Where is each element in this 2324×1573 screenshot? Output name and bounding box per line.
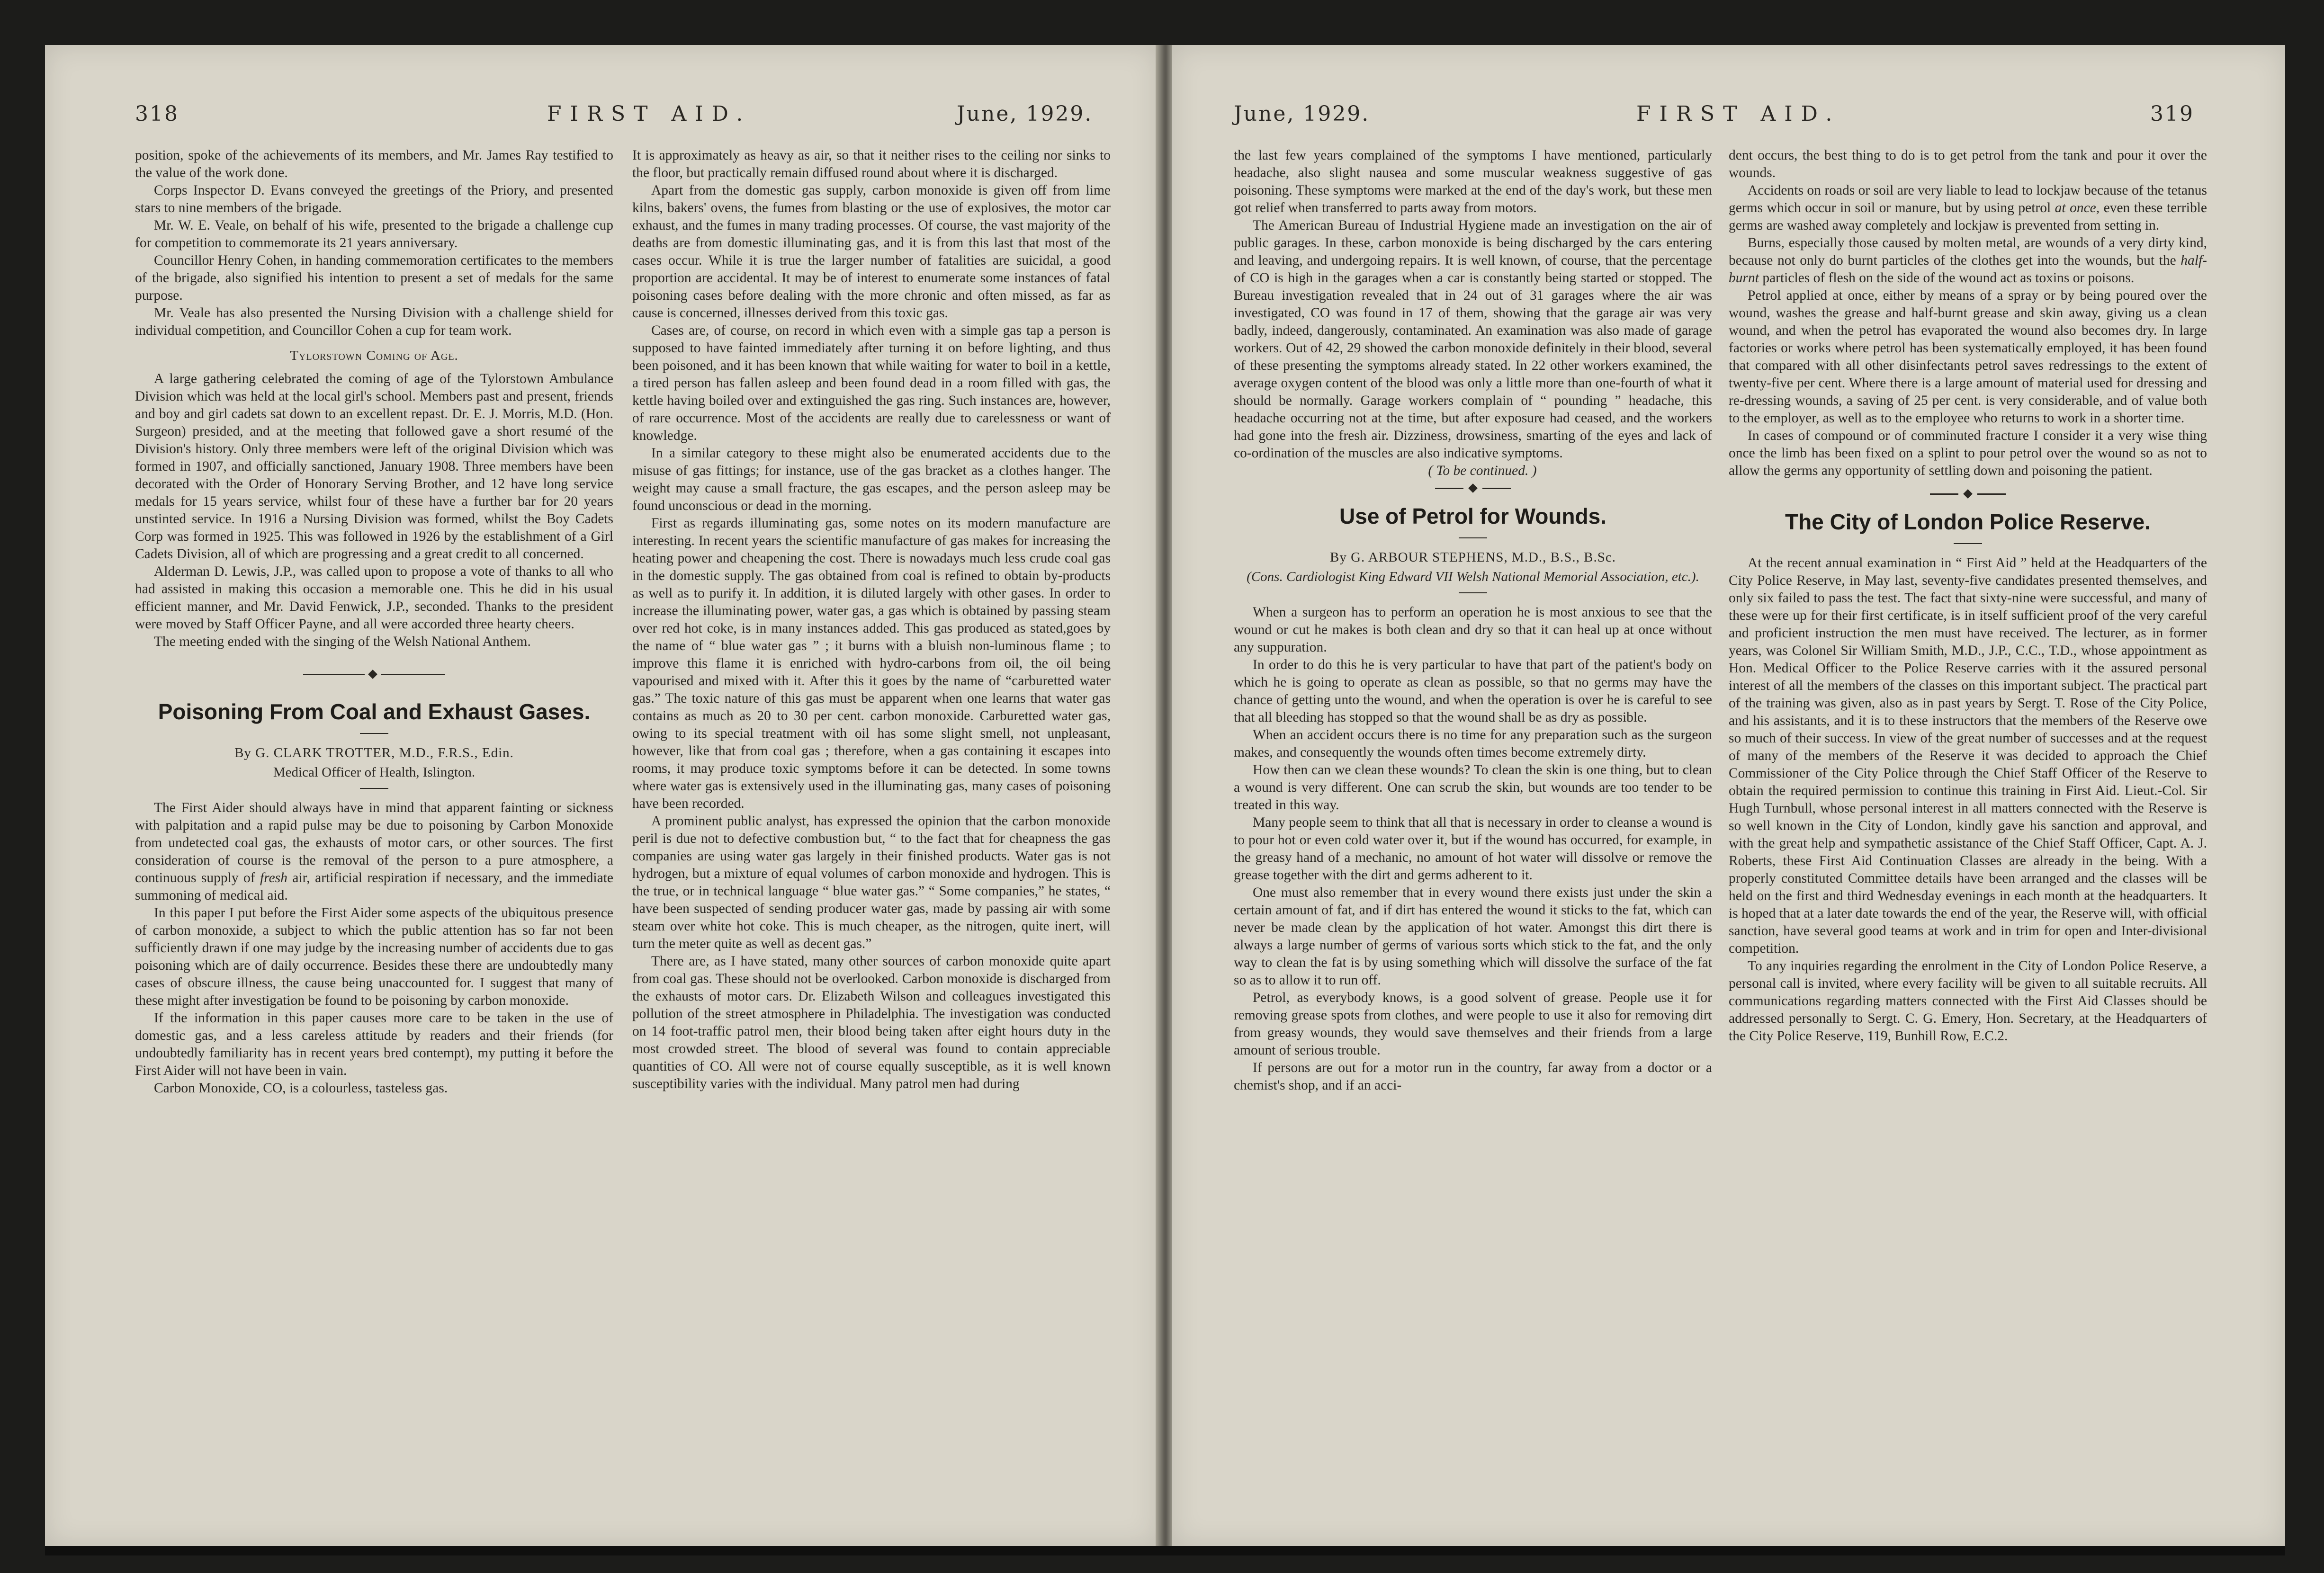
paragraph: position, spoke of the achievements of its members, and Mr. James Ray testified to the value of the work done. xyxy=(135,148,613,180)
article-byline: By G. ARBOUR STEPHENS, M.D., B.S., B.Sc. xyxy=(1330,550,1616,565)
paragraph: Corps Inspector D. Evans conveyed the greetings of the Priory, and presented stars to nine members of the brigade. xyxy=(135,183,613,215)
paragraph: Mr. Veale has also presented the Nursing Division with a challenge shield for individual competition, and Councillor Cohen a cup for team work. xyxy=(135,305,613,338)
paragraph: Many people seem to think that all that is necessary in order to cleanse a wound is to pour hot or even cold water over it, but if the wound has occurred, for example, in the greasy hand of a mechanic, no amount of hot water will dissolve or remove the grease together with the dirt and germs adherent to it. xyxy=(1234,815,1712,883)
text-run: air, artificial respiration if necessary, and the immediate summoning of medical aid. xyxy=(135,870,613,903)
paragraph: A prominent public analyst, has expressed the opinion that the carbon monoxide peril is due not to defective combustion but, “ to the fact that for cheapness the gas companies are using water gas largely in their finished products. Water gas is not hydrogen, but a mixture of equal volumes of carbon monoxide and hydrogen. This is the true, or in technical language “ blue water gas.” “ Some companies,” he states, “ have been suspected of sending producer water gas, made by passing air with some steam over white hot coke. This is much cheaper, as the nitrogen, quite inert, will turn the meter quite as well as decent gas.” xyxy=(632,813,1111,951)
paragraph: When a surgeon has to perform an operation he is most anxious to see that the wound or cut he makes is both clean and dry so that it can heal up at once without any suppuration. xyxy=(1234,605,1712,655)
left-page-column-1 xyxy=(135,147,613,1097)
section-subheading: Tylorstown Coming of Age. xyxy=(290,348,458,363)
issue-date: June, 1929. xyxy=(957,102,1093,126)
paragraph: Petrol applied at once, either by means of a spray or by being poured over the wound, washes the grease and half-burnt grease and skin away, giving us a clean wound, and when the petrol has evaporated the wound also becomes dry. In large factories or works where petrol has been systematically employed, it has been found that compared with all other disinfectants petrol saves redressings to the extent of twenty-five per cent. Where there is a large amount of material used for dressing and re-dressing wounds, a saving of 25 per cent. is very considerable, and of value both to the employer, as well as to the employee who returns to work in a shorter time. xyxy=(1729,288,2207,426)
left-page xyxy=(45,45,1158,1546)
article-byline: By G. CLARK TROTTER, M.D., F.R.S., Edin. xyxy=(234,745,514,760)
paragraph: Cases are, of course, on record in which even with a simple gas tap a person is supposed to have fainted immediately after turning it on before lighting, and thus been poisoned, and it has been known that while waiting for water to boil in a kettle, a tired person has fallen asleep and been found dead in a room filled with gas, the kettle having boiled over and extinguished the gas ring. Such instances are, however, of rare occurrence. Most of the accidents are really due to carelessness or want of knowledge. xyxy=(632,323,1111,443)
article-title: Poisoning From Coal and Exhaust Gases. xyxy=(158,699,591,724)
paragraph: In cases of compound or of comminuted fracture I consider it a very wise thing once the limb has been fixed on a splint to pour petrol over the wound so as not to allow the germs any opportunity of settling down and poisoning the patient. xyxy=(1729,428,2207,478)
continued-note: ( To be continued. ) xyxy=(1428,463,1537,478)
title-rule xyxy=(360,733,388,734)
left-page-column-2 xyxy=(632,147,1111,1093)
emphasis: half-burnt xyxy=(1729,253,2207,286)
book-gutter xyxy=(1156,45,1175,1546)
emphasis: at once xyxy=(2055,200,2096,215)
paragraph: In order to do this he is very particular to have that part of the patient's body on which he is going to operate as clean as possible, so that no germs may have the chance of getting unto the wound, and when the operation is over he is careful to see that all bleeding has stopped so that the wound shall be as dry as possible. xyxy=(1234,657,1712,725)
paragraph: If the information in this paper causes more care to be taken in the use of domestic gas, and a less careless attitude by readers and their friends (for undoubtedly familiarity has in recent years bred contempt), my putting it before the First Aider will not have been in vain. xyxy=(135,1010,613,1078)
left-page-header xyxy=(135,102,1106,144)
emphasis: fresh xyxy=(260,870,287,885)
paragraph: At the recent annual examination in “ First Aid ” held at the Headquarters of the City Police Reserve, in May last, seventy-five candidates presented themselves, and only six failed to pass the test. The fact that sixty-nine were successful, and many of these were up for their first certificate, is in itself sufficient proof of the very careful and proficient instruction the men must have received. The lecturer, as in former years, was Colonel Sir William Smith, M.D., J.P., C.C., T.D., whose appointment as Hon. Medical Officer to the Police Reserve carries with it the assured personal interest of all the members of the classes on this important subject. The practical part of the training was given, also as in past years by Sergt. T. Rose of the City Police, and his assistants, and it is to these instructors that the members of the Reserve owe so much of their success. In view of the great number of successes and at the request of many of the members of the Reserve it was decided to approach the Chief Commissioner of the City Police through the Chief Staff Officer of the Reserve to obtain the required permission to continue this training in First Aid. Lieut.-Col. Sir Hugh Turnbull, whose personal interest in all matters connected with the Reserve is so well known in the City of London, kindly gave his sanction and approval, and with the great help and sympathetic assistance of the Chief Staff Officer, Capt. A. J. Roberts, these First Aid Continuation Classes are already in the being. With a properly constituted Committee details have been arranged and the classes will be held on the first and third Wednesday evenings in each month at the headquarters. It is hoped that at a later date towards the end of the year, the Reserve will, with official sanction, have several good teams at work and in trim for open and Inter-divisional competition. xyxy=(1729,555,2207,956)
byline-rule xyxy=(1459,592,1487,593)
paragraph: Councillor Henry Cohen, in handing commemoration certificates to the members of the brigade, also signified his intention to present a set of medals for the same purpose. xyxy=(135,253,613,303)
paragraph: The meeting ended with the singing of the Welsh National Anthem. xyxy=(154,634,531,649)
paragraph xyxy=(1729,234,2207,287)
paragraph: To any inquiries regarding the enrolment in the City of London Police Reserve, a personal call is invited, where every facility will be given to all suitable recruits. All communications regarding matters connected with the First Aid Classes should be addressed personally to Sergt. C. G. Emery, Hon. Secretary, at the Headquarters of the City Police Reserve, 119, Bunhill Row, E.C.2. xyxy=(1729,958,2207,1044)
ornamental-divider xyxy=(1435,483,1511,493)
author-affiliation: (Cons. Cardiologist King Edward VII Welsh National Memorial Association, etc.). xyxy=(1247,569,1699,584)
paragraph: One must also remember that in every wound there exists just under the skin a certain amount of fat, and if dirt has entered the wound it sticks to the fat, which can never be made clean by the application of hot water. Amongst this dirt there is always a large number of germs of various sorts which stick to the fat, and the only way to clean the fat is by using something which will dissolve the surface of the fat so as to allow it to run off. xyxy=(1234,885,1712,988)
text-run: Accidents on roads or soil are very liable to lead to lockjaw because of the tetanus germs which occur in soil or manure, but by using petrol xyxy=(1729,183,2207,215)
article-title: The City of London Police Reserve. xyxy=(1785,509,2151,534)
text-run: The First Aider should always have in mind that apparent fainting or sickness with palpitation and a rapid pulse may be due to poisoning by Carbon Monoxide from undetected coal gas, the exhausts of motor cars, or other sources. The first consideration of course is the removal of the person to a pure atmosphere, a continuous supply of xyxy=(135,800,613,885)
paragraph: When an accident occurs there is no time for any preparation such as the surgeon makes, and consequently the wounds often times become extremely dirty. xyxy=(1234,727,1712,760)
right-page xyxy=(1172,45,2285,1546)
page-number: 318 xyxy=(135,102,179,126)
ornamental-divider xyxy=(1930,489,2006,499)
running-title: FIRST AID. xyxy=(547,102,752,126)
byline-rule xyxy=(360,788,388,789)
paragraph: If persons are out for a motor run in the country, far away from a doctor or a chemist's shop, and if an acci- xyxy=(1234,1060,1712,1093)
article-title: Use of Petrol for Wounds. xyxy=(1339,504,1606,528)
right-page-header xyxy=(1234,102,2205,144)
issue-date: June, 1929. xyxy=(1234,102,1370,126)
right-page-column-1 xyxy=(1234,147,1712,1094)
paragraph: In a similar category to these might also be enumerated accidents due to the misuse of gas fittings; for instance, use of the gas bracket as a clothes hanger. The weight may cause a small fracture, the gas escapes, and the person asleep may be found unconscious or dead in the morning. xyxy=(632,446,1111,513)
title-rule xyxy=(1954,543,1982,544)
paragraph: Petrol, as everybody knows, is a good solvent of grease. People use it for removing grease spots from clothes, and were people to use it also for removing dirt from greasy wounds, they would save themselves and their friends from a large amount of serious trouble. xyxy=(1234,990,1712,1058)
paragraph: Apart from the domestic gas supply, carbon monoxide is given off from lime kilns, bakers' ovens, the fumes from blasting or the use of explosives, the motor car exhaust, and the fumes in many trading processes. Of course, the vast majority of the deaths are from domestic illuminating gas, and it is from this last that most of the cases occur. While it is true the larger number of fatalities are suicidal, a good proportion are accidental. It may be of interest to enumerate some instances of fatal poisoning cases before dealing with the more chronic and often missed, as far as cause is concerned, illnesses derived from this toxic gas. xyxy=(632,183,1111,321)
paragraph: There are, as I have stated, many other sources of carbon monoxide quite apart from coal gas. These should not be overlooked. Carbon monoxide is discharged from the exhausts of motor cars. Dr. Elizabeth Wilson and colleagues investigated this pollution of the street atmosphere in Philadelphia. The investigation was conducted on 14 foot-traffic patrol men, their blood being taken after eight hours duty in the most crowded street. The blood of several was found to contain appreciable quantities of CO. All were not of course equally susceptible, as it is well known susceptibility varies with the individual. Many patrol men had during xyxy=(632,954,1111,1091)
book-spread xyxy=(45,45,2285,1555)
paragraph: Carbon Monoxide, CO, is a colourless, tasteless gas. xyxy=(154,1081,448,1096)
page-number: 319 xyxy=(2150,102,2194,126)
paragraph: the last few years complained of the symptoms I have mentioned, particularly headache, also slight nausea and some muscular weakness suggestive of gas poisoning. These symptoms were marked at the end of the day's work, but these men got relief when transferred to parts away from motors. xyxy=(1234,148,1712,215)
paragraph: In this paper I put before the First Aider some aspects of the ubiquitous presence of carbon monoxide, a subject to which the public attention has so far not been sufficiently drawn if one may judge by the increasing number of accidents due to gas poisoning which are of daily occurrence. Besides these there are undoubtedly many cases of obscure illness, the cause being unaccounted for. I suggest that many of these might after investigation be found to be poisoning by carbon monoxide. xyxy=(135,905,613,1008)
paragraph: The American Bureau of Industrial Hygiene made an investigation on the air of public garages. In these, carbon monoxide is being discharged by the cars entering and leaving, and undergoing repairs. It is well known, of course, that the percentage of CO is high in the garages when a car is constantly being started or stopped. The Bureau investigation revealed that in 24 out of 31 garages where the air was investigated, CO was found in 17 of them, showing that the garage air was very badly, indeed, dangerously, contaminated. An examination was also made of garage workers. Out of 42, 29 showed the carbon monoxide definitely in their blood, several of these presenting the symptoms already stated. In 22 other workers examined, the average oxygen content of the blood was only a little more than one-fourth of what it should be normally. Garage workers complain of “ pounding ” headache, this headache occurring not at the time, but after exposure had ceased, and the workers had gone into the fresh air. Dizziness, drowsiness, smarting of the eyes and lack of co-ordination of the muscles are also indicative symptoms. xyxy=(1234,218,1712,461)
running-title: FIRST AID. xyxy=(1636,102,1841,126)
text-run: , even these terrible germs are washed away completely and lockjaw is prevented from setting in. xyxy=(1729,200,2207,233)
ornamental-divider xyxy=(303,670,445,679)
paragraph xyxy=(135,799,613,904)
paragraph xyxy=(1729,182,2207,234)
title-rule xyxy=(1459,537,1487,538)
text-run: Burns, especially those caused by molten metal, are wounds of a very dirty kind, because not only do burnt particles of the clothes get into the wounds, but the xyxy=(1729,235,2207,268)
author-affiliation: Medical Officer of Health, Islington. xyxy=(273,765,476,780)
paragraph: How then can we clean these wounds? To clean the skin is one thing, but to clean a wound is very different. One can scrub the skin, but wounds are too tender to be treated in this way. xyxy=(1234,762,1712,813)
paragraph: dent occurs, the best thing to do is to get petrol from the tank and pour it over the wounds. xyxy=(1729,148,2207,180)
paragraph: It is approximately as heavy as air, so that it neither rises to the ceiling nor sinks to the floor, but practically remain diffused round about where it is discharged. xyxy=(632,148,1111,180)
paragraph: A large gathering celebrated the coming of age of the Tylorstown Ambulance Division which was held at the local girl's school. Members past and present, friends and boy and girl cadets sat down to an excellent repast. Dr. E. J. Morris, M.D. (Hon. Surgeon) presided, and at the meeting that followed gave a short resumé of the Division's history. Only three members were left of the original Division which was formed in 1907, and officially sanctioned, January 1908. Three members have been decorated with the Order of Honorary Serving Brother, and 12 have long service medals for 15 years service, whilst four of these have a further bar for 20 years unstinted service. In 1916 a Nursing Division was formed, whilst the Boy Cadets Corp was formed in 1925. This was followed in 1926 by the establishment of a Girl Cadets Division, all of which are progressing and a great credit to all concerned. xyxy=(135,371,613,562)
paragraph: Mr. W. E. Veale, on behalf of his wife, presented to the brigade a challenge cup for competition to commemorate its 21 years anniversary. xyxy=(135,218,613,250)
paragraph: Alderman D. Lewis, J.P., was called upon to propose a vote of thanks to all who had assisted in making this occasion a memorable one. This he did in his usual efficient manner, and Mr. David Fenwick, J.P., seconded. Thanks to the president were moved by Staff Officer Payne, and all were accorded three hearty cheers. xyxy=(135,564,613,632)
paragraph: First as regards illuminating gas, some notes on its modern manufacture are interesting. In recent years the scientific manufacture of gas makes for increasing the heating power and cheapening the cost. There is nowadays much less crude coal gas in the domestic supply. The gas obtained from coal is refined to obtain by-products as well as to purify it. In addition, it is diluted largely with other gases. In order to increase the illuminating power, water gas, a gas which is obtained by passing steam over red hot coke, is in many instances added. This gas produced as stated,goes by the name of “ blue water gas ” ; it burns with a bluish non-luminous flame ; to improve this flame it is enriched with hydro-carbons from oil, the oil being vapourised and mixed with it. After this it goes by the name of “carburetted water gas.” The toxic nature of this gas must be apparent when one learns that water gas contains as much as 20 to 30 per cent. carbon monoxide. Carburetted water gas, owing to its special treatment with oil has some slight smell, not unpleasant, however, like that from coal gas ; therefore, when a gas containing it escapes into rooms, it may produce toxic symptoms before it can be detected. In some towns where water gas is extensively used in the illuminating gas, many cases of poisoning have been recorded. xyxy=(632,516,1111,811)
right-page-column-2 xyxy=(1729,147,2207,1045)
text-run: particles of flesh on the side of the wound act as toxins or poisons. xyxy=(1762,270,2135,286)
